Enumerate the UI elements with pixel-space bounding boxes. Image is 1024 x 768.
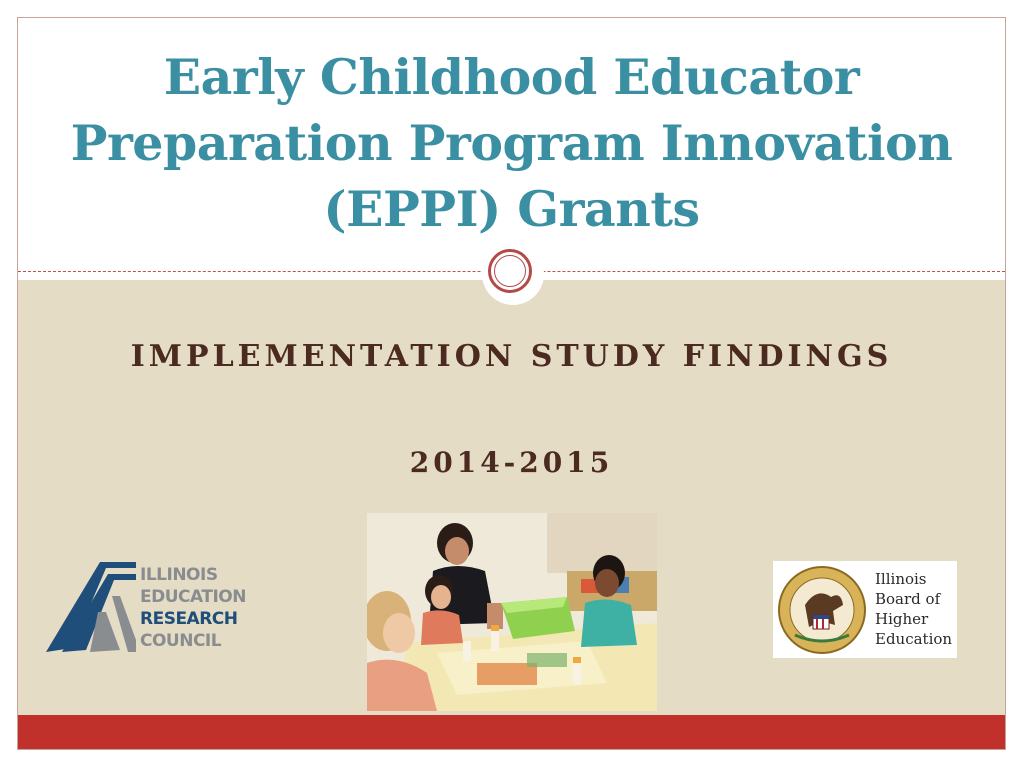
ibhe-line: Board of: [875, 590, 941, 608]
ierc-line: ILLINOIS: [140, 565, 218, 585]
ierc-name: [140, 564, 246, 652]
ibhe-line: Higher: [875, 610, 929, 628]
ierc-emblem-icon: [42, 560, 138, 660]
slide-title: Early Childhood Educator Preparation Program Innovation (EPPI) Grants: [70, 48, 953, 238]
illinois-seal-icon: [777, 565, 867, 655]
ibhe-line: Education: [875, 630, 953, 648]
slide-frame: [17, 17, 1006, 750]
slide-subtitle: IMPLEMENTATION STUDY FINDINGS: [130, 339, 893, 374]
ibhe-logo: [773, 561, 957, 658]
title-area: [18, 18, 1005, 271]
classroom-photo: [367, 513, 657, 711]
ibhe-name: [875, 569, 952, 649]
slide-years: 2014-2015: [409, 446, 614, 479]
ierc-line: EDUCATION: [140, 587, 246, 607]
footer-accent-bar: [18, 715, 1005, 749]
ierc-line: COUNCIL: [140, 631, 222, 651]
ierc-line: RESEARCH: [140, 609, 238, 629]
ibhe-line: Illinois: [875, 570, 927, 588]
divider-ornament-ring: [488, 249, 532, 293]
ierc-logo: [42, 560, 246, 660]
